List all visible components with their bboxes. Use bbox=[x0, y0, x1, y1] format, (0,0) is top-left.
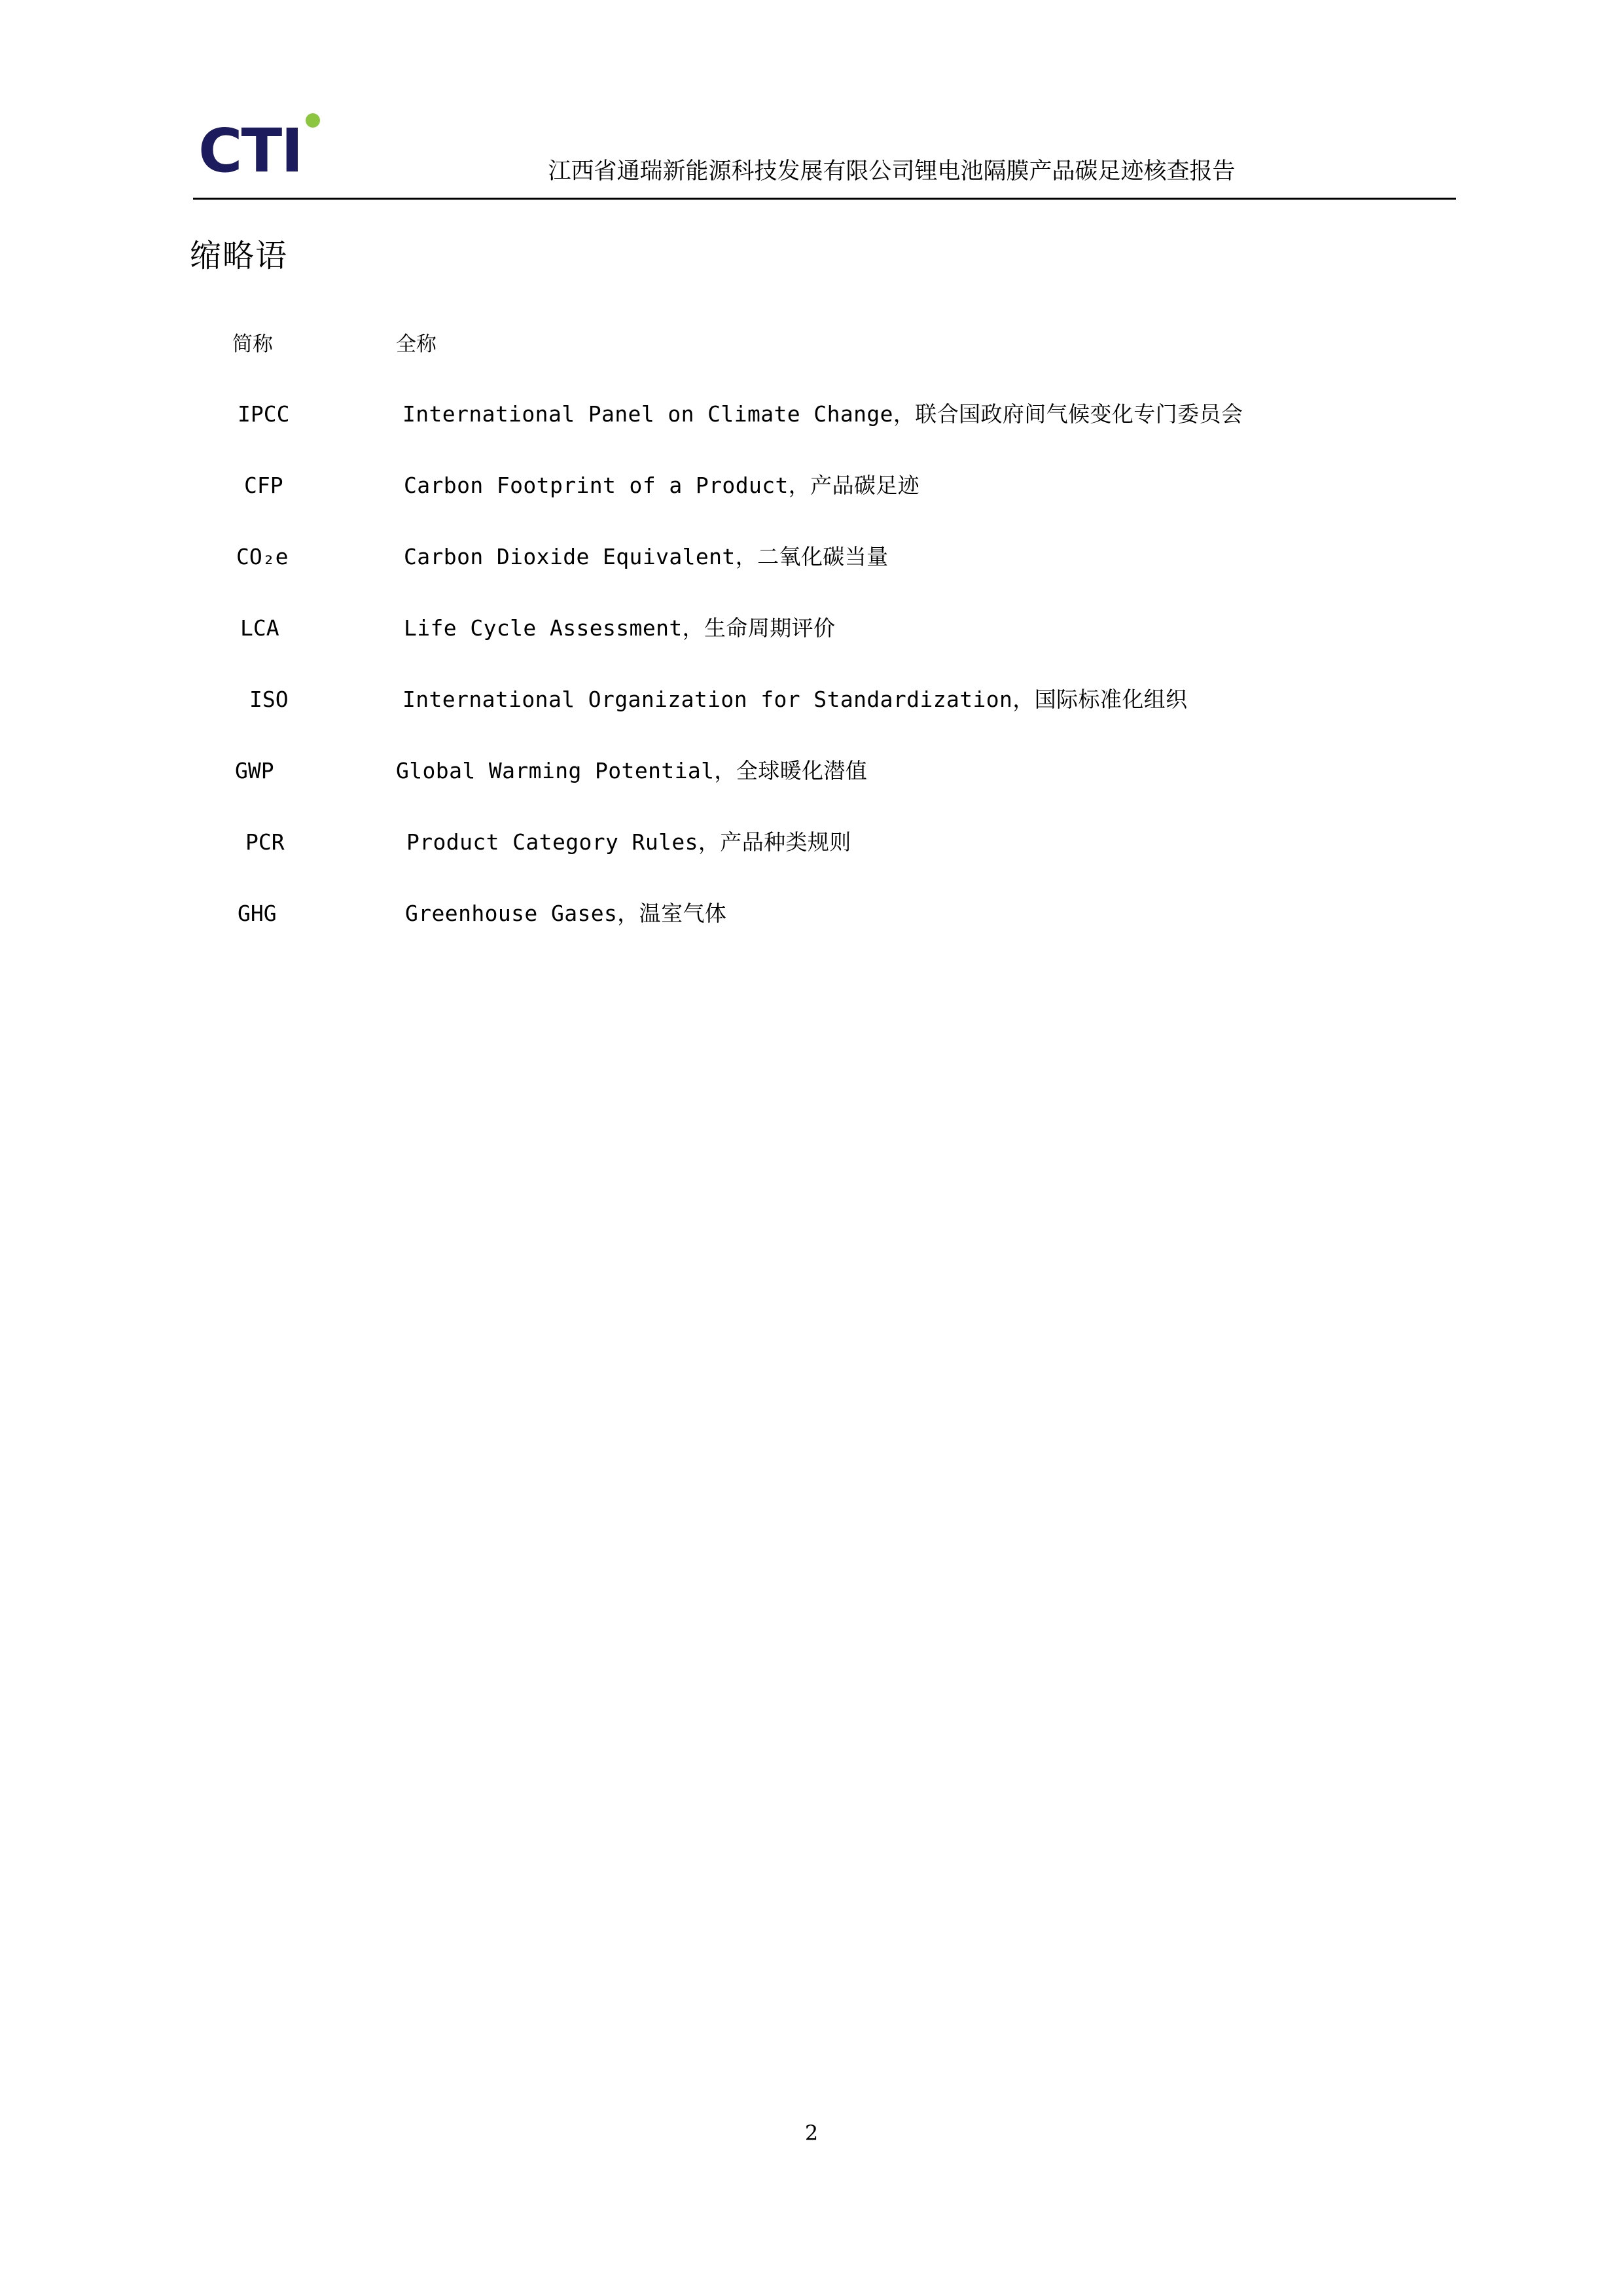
abbr-short: GHG bbox=[238, 901, 277, 926]
page-number: 2 bbox=[804, 2121, 819, 2145]
abbr-short: LCA bbox=[240, 615, 279, 641]
abbr-full: Greenhouse Gases，温室气体 bbox=[405, 901, 727, 926]
abbr-full: Product Category Rules，产品种类规则 bbox=[406, 829, 851, 855]
abbr-short: CFP bbox=[244, 473, 283, 498]
abbr-full: International Panel on Climate Change，联合国政府间气候变化专门委员会 bbox=[402, 401, 1243, 427]
abbr-short: GWP bbox=[235, 758, 274, 783]
table-row bbox=[232, 897, 1410, 968]
abbreviations-table bbox=[232, 327, 1410, 968]
cti-logo bbox=[193, 95, 347, 193]
page-title: 缩略语 bbox=[190, 238, 289, 274]
logo-wordmark: CTI bbox=[198, 116, 302, 186]
page-header bbox=[193, 85, 1456, 206]
table-row bbox=[232, 683, 1410, 754]
abbr-full: Carbon Footprint of a Product，产品碳足迹 bbox=[404, 473, 920, 498]
table-row bbox=[232, 611, 1410, 683]
table-row bbox=[232, 825, 1410, 897]
abbr-short: IPCC bbox=[238, 401, 290, 427]
abbr-short: ISO bbox=[249, 687, 289, 712]
column-header-short: 简称 bbox=[232, 332, 273, 356]
table-row bbox=[232, 754, 1410, 825]
abbr-full: Global Warming Potential，全球暖化潜值 bbox=[396, 758, 868, 783]
header-divider bbox=[193, 198, 1456, 200]
column-header-full: 全称 bbox=[396, 332, 437, 356]
table-row bbox=[232, 469, 1410, 540]
table-row bbox=[232, 397, 1410, 469]
logo-dot-icon bbox=[306, 113, 320, 128]
abbr-short: PCR bbox=[245, 829, 285, 855]
header-title: 江西省通瑞新能源科技发展有限公司锂电池隔膜产品碳足迹核查报告 bbox=[548, 158, 1236, 185]
abbr-full: International Organization for Standardization，国际标准化组织 bbox=[402, 687, 1188, 712]
abbr-full: Life Cycle Assessment，生命周期评价 bbox=[404, 615, 836, 641]
table-header-row bbox=[232, 327, 1410, 397]
abbr-full: Carbon Dioxide Equivalent，二氧化碳当量 bbox=[404, 544, 889, 569]
abbr-short: CO₂e bbox=[236, 544, 289, 569]
table-row bbox=[232, 540, 1410, 611]
